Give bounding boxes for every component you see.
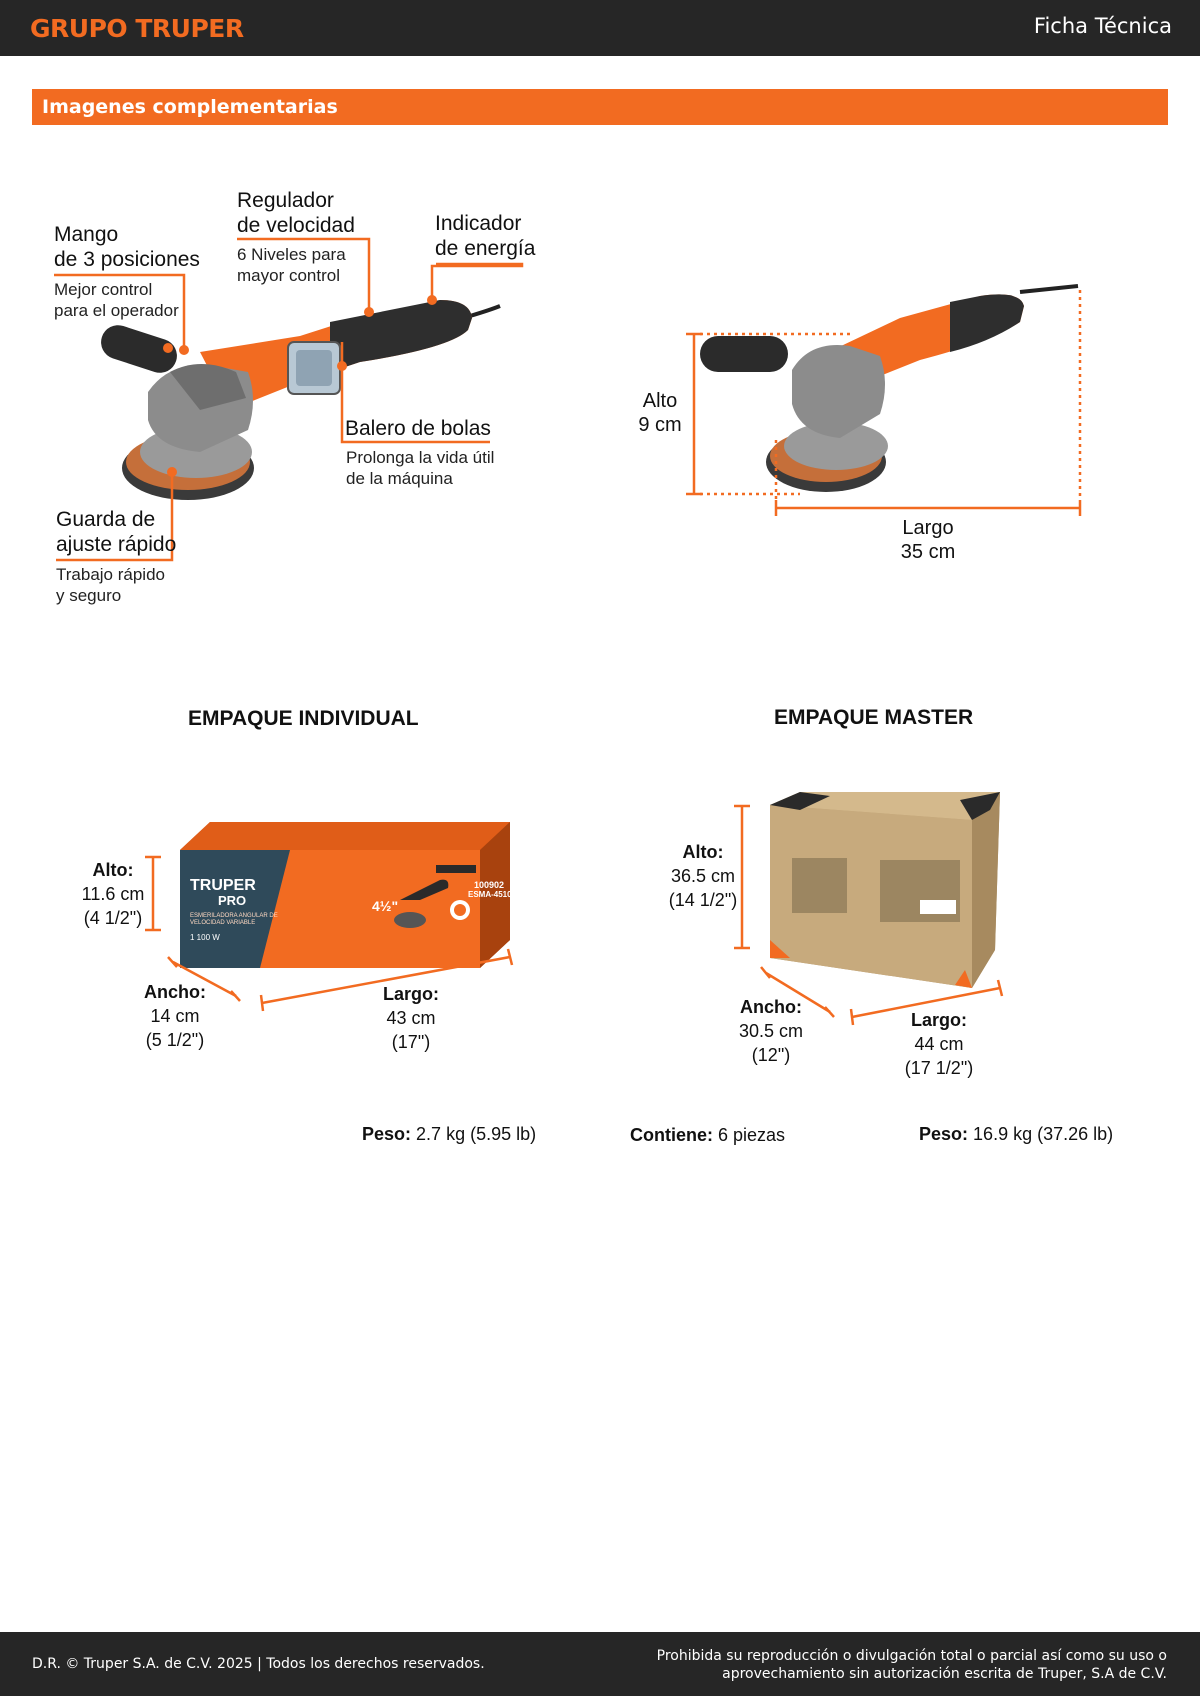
indicador-title: Indicador de energía [435,212,536,260]
master-alto: Alto: 36.5 cm (14 1/2") [668,842,738,910]
balero-title: Balero de bolas [345,417,491,440]
box-code: 100902 [474,880,505,890]
master-peso: Peso: 16.9 kg (37.26 lb) [919,1124,1114,1144]
product-alto: Alto 9 cm [638,390,682,436]
mango-desc: Mejor control para el operador [54,280,179,320]
box-size: 4½" [372,898,399,914]
master-package-box [770,792,1000,988]
box-power: 1 100 W [190,933,220,942]
guarda-desc: Trabajo rápido y seguro [56,565,165,605]
product-largo: Largo 35 cm [900,517,956,563]
angle-grinder-dimension-image [700,286,1078,492]
page-footer [0,1632,1200,1696]
page-title: Ficha Técnica [1033,14,1172,38]
box-brand-pro: PRO [218,893,247,908]
box-description: ESMERILADORA ANGULAR DE VELOCIDAD VARIABLE [190,913,278,926]
grupo-truper-logo: GRUPO TRUPER [30,14,244,43]
box-model: ESMA-4510 [468,890,512,899]
individual-alto: Alto: 11.6 cm (4 1/2") [81,860,145,928]
footer-copyright: D.R. © Truper S.A. de C.V. 2025 | Todos los derechos reservados. [32,1656,485,1672]
section-title: Imagenes complementarias [42,96,338,118]
regulador-desc: 6 Niveles para mayor control [237,245,346,285]
master-largo: Largo: 44 cm (17 1/2") [904,1010,974,1078]
footer-disclaimer: Prohibida su reproducción o divulgación total o parcial así como su uso o aprovechamiento sin autorización escrita de Truper, S.A de C.V. [656,1648,1167,1682]
empaque-individual-title: EMPAQUE INDIVIDUAL [188,707,419,730]
individual-largo: Largo: 43 cm (17") [383,984,439,1052]
master-ancho: Ancho: 30.5 cm (12") [738,997,804,1065]
balero-desc: Prolonga la vida útil de la máquina [346,448,495,488]
individual-ancho: Ancho: 14 cm (5 1/2") [144,982,206,1050]
individual-peso: Peso: 2.7 kg (5.95 lb) [362,1124,537,1144]
master-contiene: Contiene: 6 piezas [630,1125,786,1145]
empaque-master-title: EMPAQUE MASTER [774,706,974,729]
guarda-title: Guarda de ajuste rápido [56,508,177,556]
box-print [190,878,300,942]
box-brand: TRUPER [190,877,256,894]
regulador-title: Regulador de velocidad [237,189,355,237]
mango-title: Mango de 3 posiciones [54,223,200,271]
